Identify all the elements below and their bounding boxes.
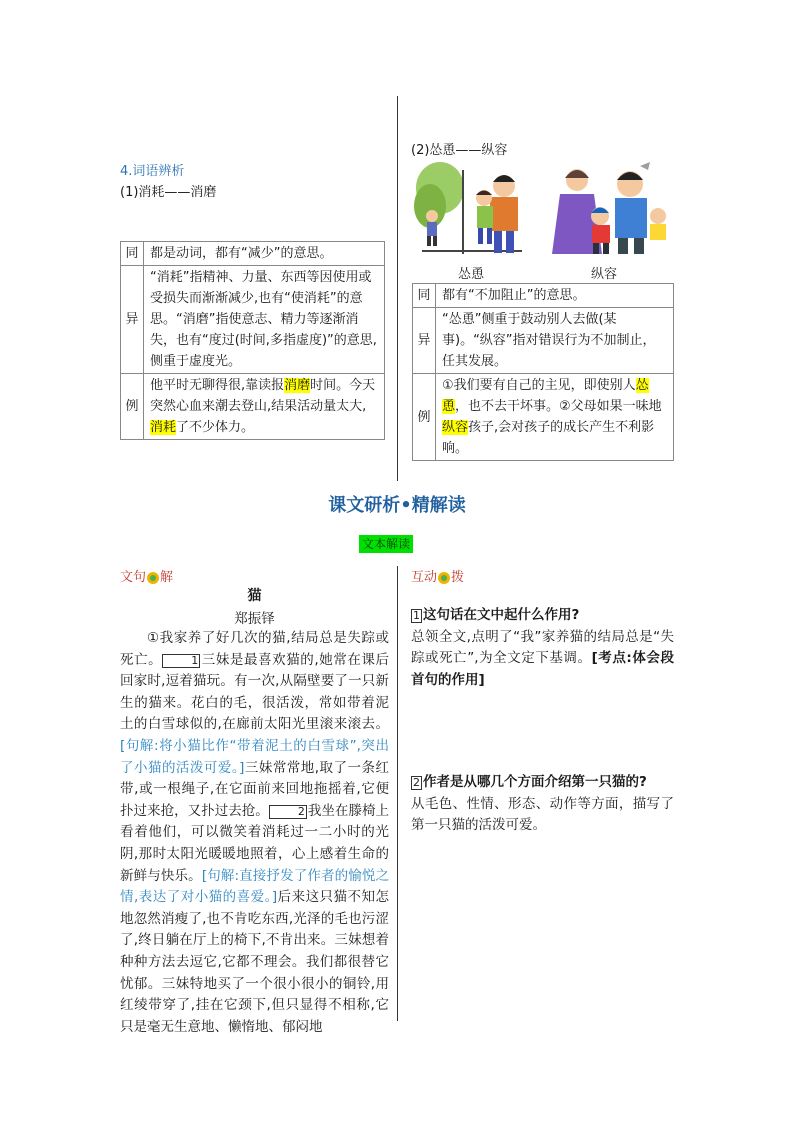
section-heading: 课文研析•精解读 <box>328 495 466 516</box>
column-head-left: 文句 解 <box>120 570 174 585</box>
row-head-same: 同 <box>121 242 144 266</box>
tag-wrap <box>0 535 772 552</box>
answer-1: 总领全文,点明了“我”家养猫的结局总是“失踪或死亡”,为全文定下基调。 <box>411 628 674 667</box>
highlight-word: 消磨 <box>284 378 311 393</box>
question-1: 这句话在文中起什么作用? <box>423 607 580 623</box>
lightbulb-icon <box>438 572 450 584</box>
row-head-diff: 异 <box>413 308 436 374</box>
marker-1: 1 <box>162 654 200 668</box>
row-text-example: 他平时无聊得很,靠读报消磨时间。今天突然心血来潮去登山,结果活动量太大,消耗了不少体力。 <box>144 374 385 440</box>
essay-author: 郑振铎 <box>234 611 275 627</box>
illustration-label-right: 纵容 <box>591 267 618 282</box>
row-head-example: 例 <box>413 374 436 461</box>
word-pair-title: (1)消耗——消磨 <box>120 185 217 200</box>
highlight-word: 怂恿 <box>442 378 649 414</box>
marker-1: 1 <box>413 609 420 622</box>
word-pair-title-2: (2)怂恿——纵容 <box>411 143 508 158</box>
text-interpretation-tag: 文本解读 <box>359 535 413 553</box>
section-title: 4.词语辨析 <box>120 164 185 179</box>
highlight-word: 消耗 <box>150 420 177 435</box>
cartoon-illustration <box>412 158 674 260</box>
row-head-diff: 异 <box>121 266 144 374</box>
row-text-same: 都是动词，都有“减少”的意思。 <box>144 242 385 266</box>
question-1-block <box>411 605 674 691</box>
row-text-example: ①我们要有自己的主见，即使别人怂恿，也不去干坏事。②父母如果一味地纵容孩子,会对孩子的成长产生不利影响。 <box>436 374 674 461</box>
row-text-same: 都有“不加阻止”的意思。 <box>436 284 674 308</box>
answer-2: 从毛色、性情、形态、动作等方面，描写了第一只猫的活泼可爱。 <box>411 795 674 834</box>
lightbulb-icon <box>147 572 159 584</box>
highlight-word: 纵容 <box>442 420 469 435</box>
marker-2: 2 <box>269 805 307 819</box>
test-point-1: [考点:体会段首句的作用] <box>411 650 674 688</box>
essay-title: 猫 <box>247 588 262 604</box>
marker-2: 2 <box>413 776 420 789</box>
row-head-example: 例 <box>121 374 144 440</box>
essay-body: ①我家养了好几次的猫,结局总是失踪或死亡。 1 三妹是最喜欢猫的,她常在课后回家时,逗着猫玩。有一次,从隔壁要了一只新生的猫来。花白的毛，很活泼，常如带着泥土的白雪球似的,在廊前太阳光里滚来滚去。[句解:将小猫比作“带着泥土的白雪球”,突出了小猫的活泼可爱。]三妹常常地,取了一条红带,或一根绳子,在它面前来回地拖摇着,它便扑过来抢，又扑过去抢。 2 我坐在滕椅上看着他们，可以微笑着消耗过一二小时的光阴,那时太阳光暖暖地照着，心上感着生命的新鲜与快乐。[句解:直接抒发了作者的愉悦之情,表达了对小猫的喜爱。]后来这只猫不知怎地忽然消瘦了,也不肯吃东西,光泽的毛也污涩了,终日躺在厅上的椅下,不肯出来。三妹想着种种方法去逗它,它都不理会。我们都很替它忧郁。三妹特地买了一个很小很小的铜铃,用红绫带穿了,挂在它颈下,但只显得不相称,它只是毫无生意地、懒惰地、郁闷地 <box>120 630 390 1035</box>
row-text-diff: “怂恿”侧重于鼓动别人去做(某事)。“纵容”指对错误行为不加制止，任其发展。 <box>436 308 674 374</box>
word-compare-table-1 <box>120 241 385 440</box>
word-compare-table-2 <box>412 283 674 461</box>
sentence-note: [句解:直接抒发了作者的愉悦之情,表达了对小猫的喜爱。] <box>120 867 389 906</box>
row-head-same: 同 <box>413 284 436 308</box>
question-2-block <box>411 772 674 837</box>
column-divider-bottom <box>397 566 398 1021</box>
column-head-right: 互动 拨 <box>411 570 465 585</box>
question-2: 作者是从哪几个方面介绍第一只猫的? <box>423 774 647 790</box>
column-divider-top <box>397 96 398 481</box>
illustration-label-left: 怂恿 <box>458 267 485 282</box>
row-text-diff: “消耗”指精神、力量、东西等因使用或受损失而渐渐减少,也有“使消耗”的意思。“消磨”指使意志、精力等逐渐消失，也有“度过(时间,多指虚度)”的意思,侧重于虚度光。 <box>144 266 385 374</box>
sentence-note: [句解:将小猫比作“带着泥土的白雪球”,突出了小猫的活泼可爱。] <box>120 737 389 776</box>
